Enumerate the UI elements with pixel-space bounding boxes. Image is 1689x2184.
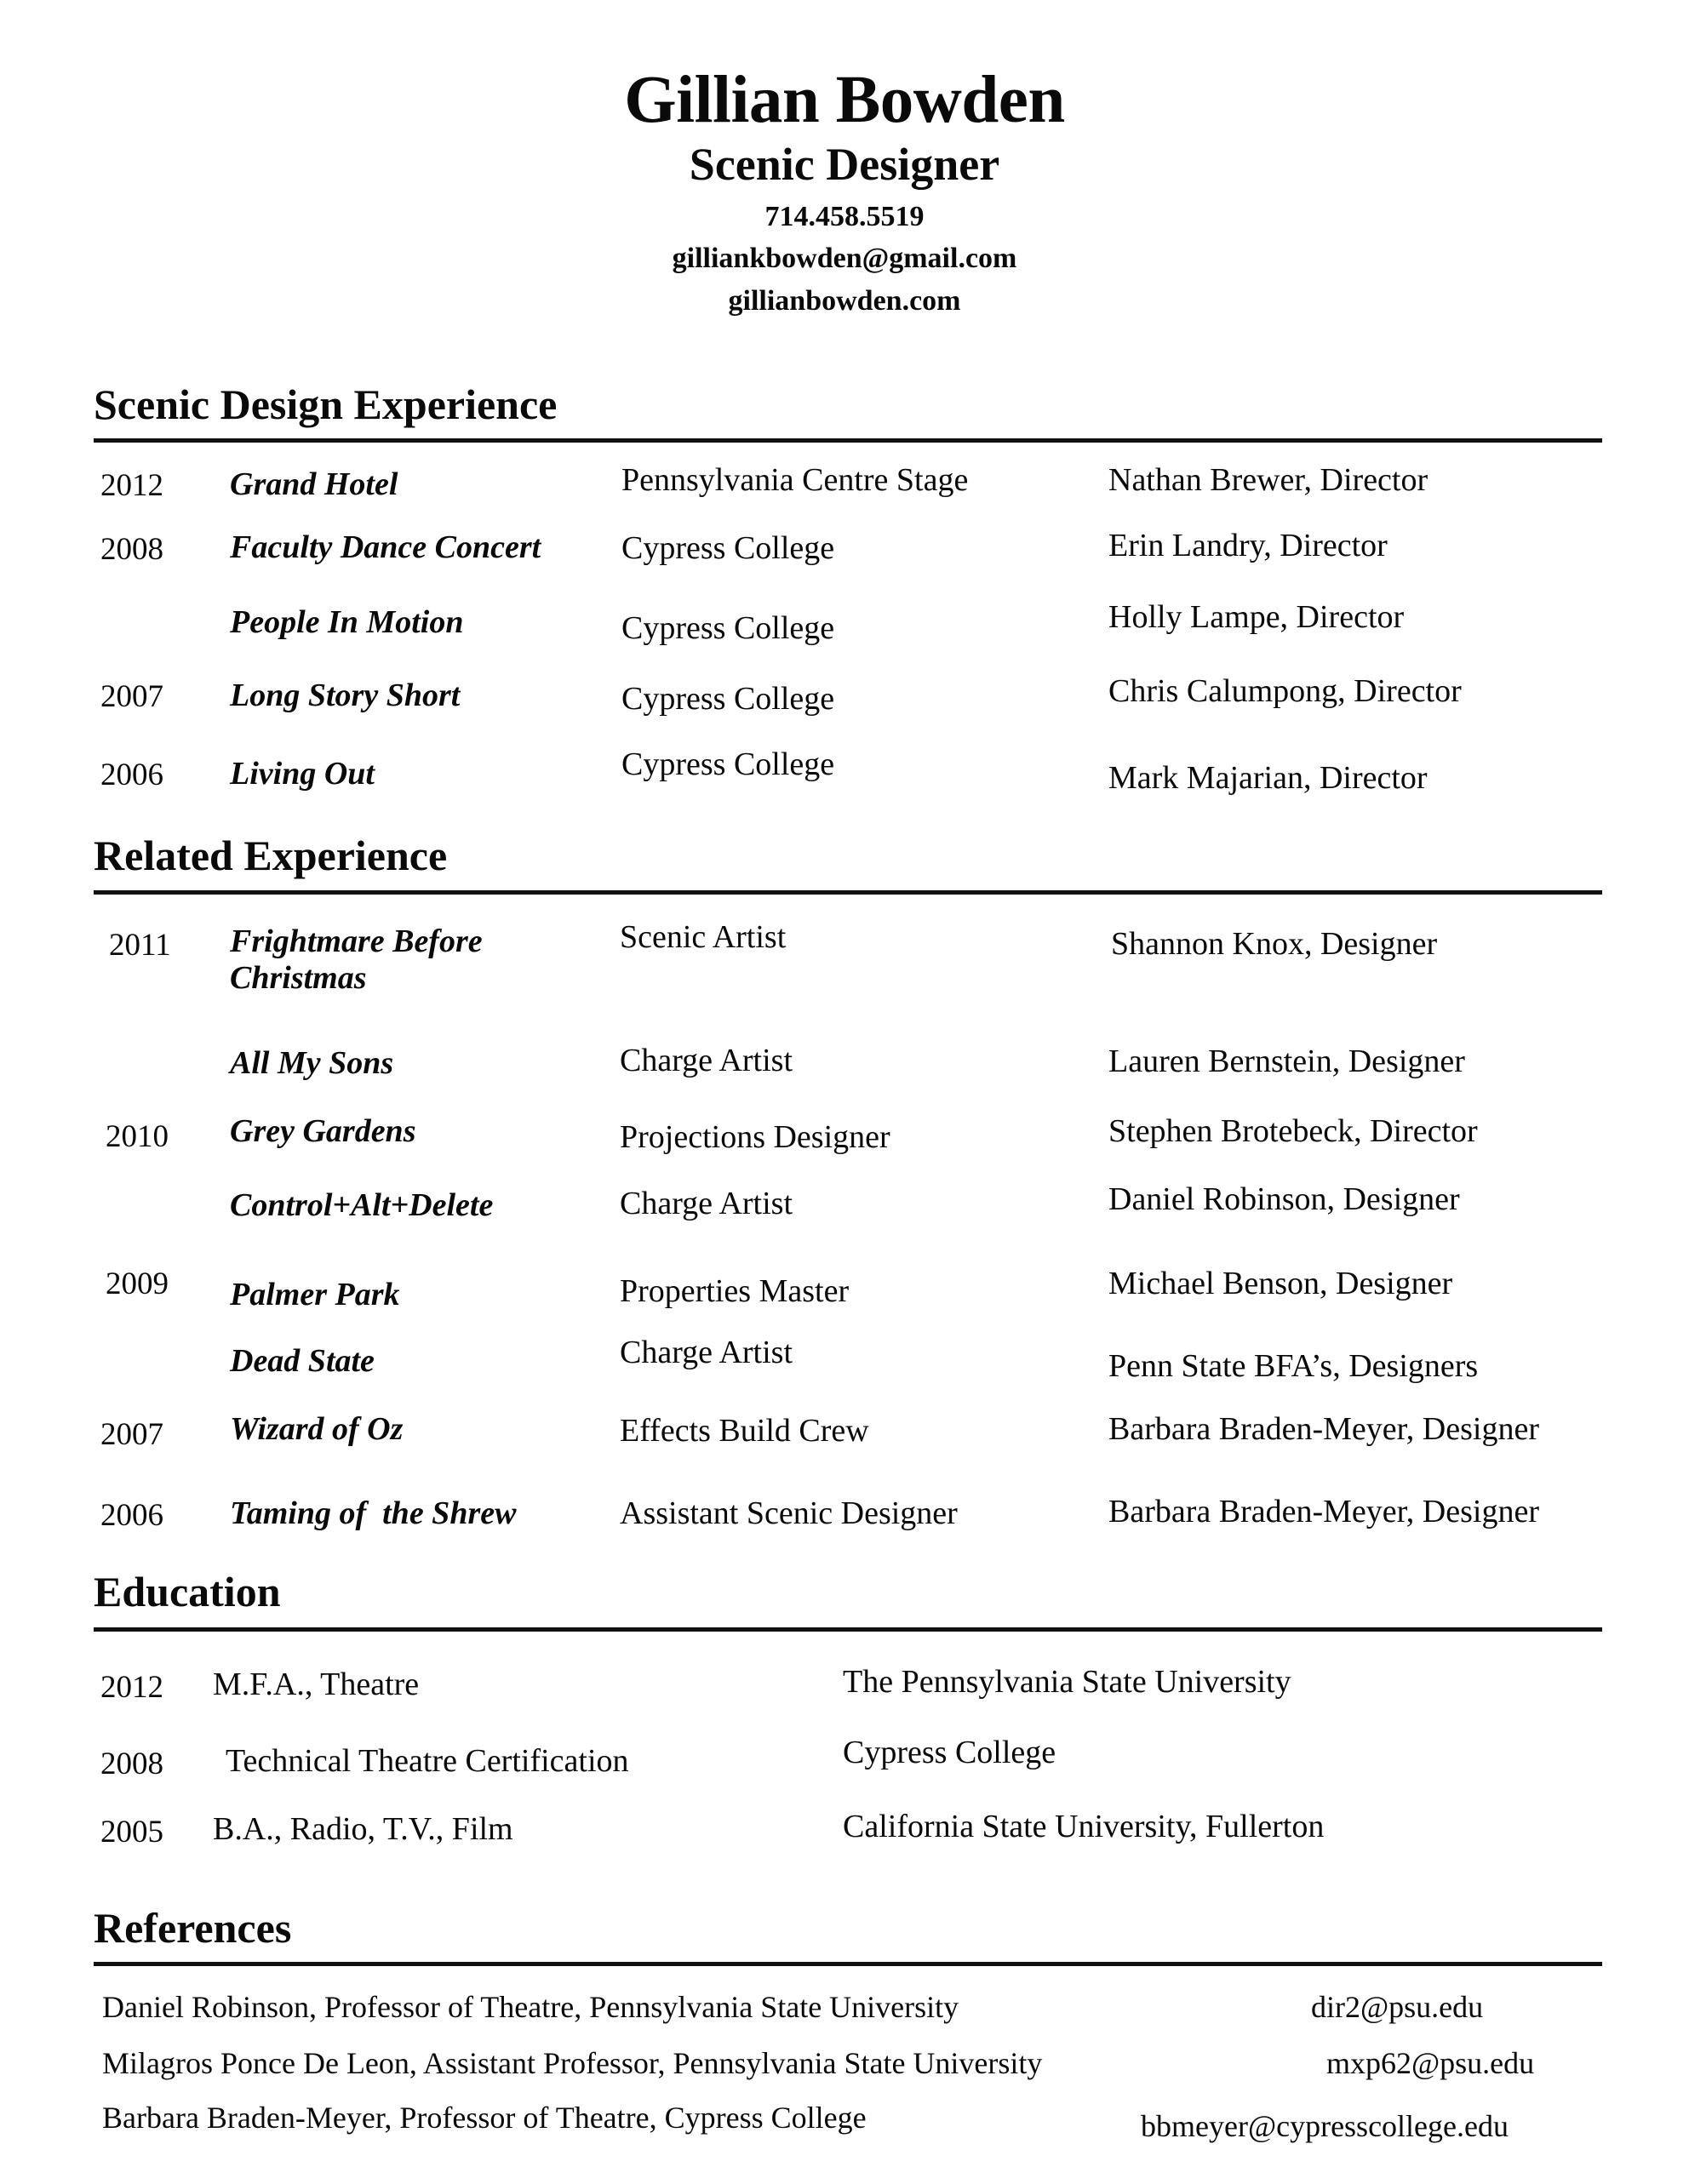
table-row-role: Projections Designer [620,1119,890,1155]
section-rule-related-experience [94,890,1602,895]
reference-text: Daniel Robinson, Professor of Theatre, Pennsylvania State University [102,1990,959,2024]
table-row-credit: Penn State BFA’s, Designers [1108,1348,1479,1384]
table-row-credit: Barbara Braden-Meyer, Designer [1108,1411,1539,1447]
table-row-role: Charge Artist [620,1043,793,1078]
reference-text: Milagros Ponce De Leon, Assistant Professor, Pennsylvania State University [102,2046,1043,2080]
table-row-title: Faculty Dance Concert [230,529,541,565]
table-row-credit: Mark Majarian, Director [1108,760,1428,796]
table-row-title: Palmer Park [230,1277,400,1312]
table-row-venue: Cypress College [621,530,835,566]
table-row-credit: Chris Calumpong, Director [1108,673,1462,709]
email-address: gilliankbowden@gmail.com [672,243,1017,275]
table-row-credit: Erin Landry, Director [1108,528,1388,563]
table-row-year: 2011 [109,928,171,963]
table-row-school: California State University, Fullerton [843,1809,1325,1844]
table-row-credit: Lauren Bernstein, Designer [1108,1043,1465,1079]
section-heading-label: Related Experience [94,832,448,879]
table-row-title: Frightmare Before Christmas [230,923,483,996]
table-row-year: 2012 [100,468,163,503]
job-title: Scenic Designer [689,139,1000,190]
table-row-year: 2010 [106,1119,169,1154]
section-heading-scenic-design [94,380,1600,428]
table-row-credit: Daniel Robinson, Designer [1108,1181,1460,1217]
section-rule-references [94,1962,1602,1966]
table-row-venue: Cypress College [621,610,835,646]
table-row-venue: Cypress College [621,746,835,782]
table-row-title: Long Story Short [230,677,461,713]
table-row-venue: Pennsylvania Centre Stage [621,462,969,498]
reference-email: mxp62@psu.edu [1326,2046,1535,2080]
website-url: gillianbowden.com [728,284,961,317]
table-row-role: Effects Build Crew [620,1413,869,1449]
table-row-credit: Nathan Brewer, Director [1108,462,1428,498]
table-row-title: Grey Gardens [230,1113,416,1149]
resume-header [0,0,1689,318]
page-title: Gillian Bowden [624,63,1065,137]
table-row-degree: M.F.A., Theatre [213,1667,420,1702]
table-row-year: 2005 [100,1815,163,1850]
table-row-venue: Cypress College [621,681,835,717]
section-heading-label: Education [94,1568,281,1615]
table-row-title: All My Sons [230,1045,394,1081]
table-row-role: Scenic Artist [620,919,787,955]
table-row-title: People In Motion [230,604,464,640]
phone-number: 714.458.5519 [764,200,925,232]
table-row-credit: Stephen Brotebeck, Director [1108,1113,1478,1149]
table-row-year: 2009 [106,1266,169,1301]
table-row-year: 2008 [100,532,163,567]
table-row-role: Charge Artist [620,1186,793,1221]
table-row-credit: Barbara Braden-Meyer, Designer [1108,1494,1539,1529]
section-heading-related-experience [94,834,1600,877]
table-row-credit: Shannon Knox, Designer [1111,926,1438,962]
table-row-degree: B.A., Radio, T.V., Film [213,1811,513,1847]
table-row-title: Grand Hotel [230,466,398,502]
table-row-year: 2007 [100,679,163,714]
table-row-credit: Michael Benson, Designer [1108,1266,1453,1301]
table-row-year: 2008 [100,1747,163,1781]
table-row-year: 2012 [100,1670,163,1705]
section-heading-education [94,1570,1600,1613]
section-heading-references [94,1904,1600,1952]
reference-text: Barbara Braden-Meyer, Professor of Theatre, Cypress College [102,2101,867,2135]
table-row-school: The Pennsylvania State University [843,1664,1291,1700]
table-row-school: Cypress College [843,1735,1056,1770]
section-rule-scenic-design [94,438,1602,443]
table-row-role: Properties Master [620,1273,850,1309]
table-row-role: Assistant Scenic Designer [620,1495,958,1531]
reference-email: dir2@psu.edu [1311,1990,1484,2024]
table-row-year: 2006 [100,1498,163,1533]
table-row-title: Taming of the Shrew [230,1495,517,1531]
table-row-year: 2007 [100,1417,163,1452]
table-row-title: Dead State [230,1343,375,1379]
table-row-role: Charge Artist [620,1335,793,1370]
table-row-title: Control+Alt+Delete [230,1187,494,1223]
table-row-title: Wizard of Oz [230,1411,404,1447]
table-row-title: Living Out [230,756,375,792]
reference-email: bbmeyer@cypresscollege.edu [1141,2109,1509,2143]
section-heading-label: References [94,1904,292,1952]
table-row-degree: Technical Theatre Certification [226,1743,629,1779]
section-heading-label: Scenic Design Experience [94,380,558,428]
section-rule-education [94,1627,1602,1632]
table-row-year: 2006 [100,758,163,792]
table-row-credit: Holly Lampe, Director [1108,599,1405,635]
